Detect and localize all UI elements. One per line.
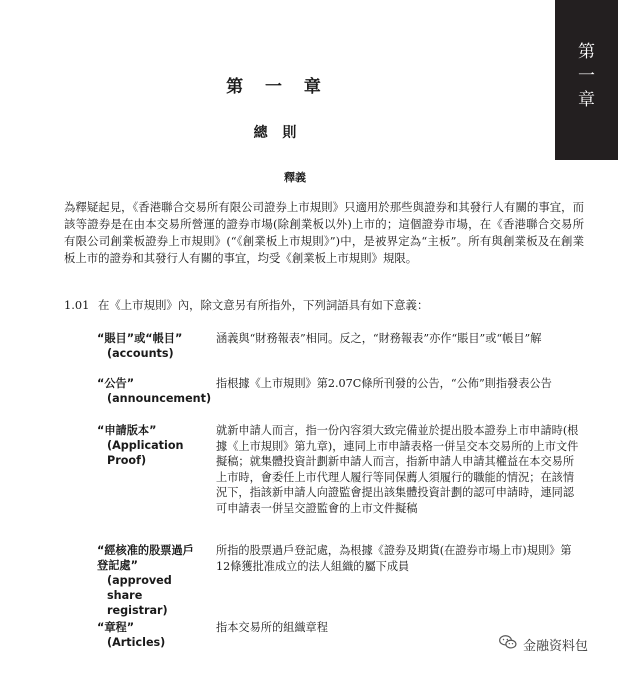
term-english: (announcement) (107, 392, 212, 405)
side-tab-char: 第 (578, 42, 595, 62)
intro-paragraph: 為釋疑起見，《香港聯合交易所有限公司證券上市規則》只適用於那些與證券和其發行人有關的事宜，而該等證券是在由本交易所營運的證券市場(除創業板以外)上市的；這個證券市場，在《香港聯合交易所有限公司創業板證券上市規則》(“《創業板上市規則》”)中，是被界定為“主板”。所有與創業板及在創業板上市的證券和其發行人有關的事宜，均受《創業板上市規則》規限。 (64, 200, 584, 265)
term-chinese: “經核准的股票過戶登記處” (97, 544, 194, 572)
clause-1-01 (64, 297, 584, 313)
definition-term (97, 331, 212, 361)
definition-term (97, 423, 212, 468)
chapter-title: 第 一 章 (226, 77, 329, 97)
definition-meaning: 指根據《上市規則》第2.07C條所刊發的公告，“公佈”則指發表公告 (216, 377, 552, 390)
term-english: (Application Proof) (107, 439, 184, 467)
definition-meaning: 指本交易所的組織章程 (216, 621, 328, 634)
term-english: (approved share registrar) (107, 574, 172, 617)
term-chinese: “章程” (97, 621, 135, 634)
term-chinese: “公告” (97, 377, 135, 390)
term-english: (accounts) (107, 347, 174, 360)
definition-meaning: 涵義與“財務報表”相同。反之，“財務報表”亦作“賬目”或“帳目”解 (216, 332, 542, 345)
clause-number: 1.01 (64, 298, 90, 312)
term-chinese: “賬目”或“帳目” (97, 332, 183, 345)
side-tab-char: 一 (578, 66, 595, 86)
definition-term (97, 543, 197, 618)
chapter-side-tab (555, 0, 618, 160)
clause-text: 在《上市規則》內，除文意另有所指外，下列詞語具有如下意義： (98, 298, 429, 312)
watermark (498, 632, 588, 656)
side-tab-char: 章 (578, 90, 595, 110)
watermark-text: 金融资料包 (523, 638, 589, 654)
term-chinese: “申請版本” (97, 424, 157, 437)
definition-term (97, 376, 212, 406)
term-english: (Articles) (107, 636, 166, 649)
chapter-subtitle: 總 則 (253, 125, 302, 141)
section-heading: 釋義 (284, 171, 306, 184)
definition-meaning: 所指的股票過戶登記處，為根據《證券及期貨(在證券市場上市)規則》第12條獲批准成立的法人組織的屬下成員 (216, 544, 572, 573)
wechat-icon (498, 632, 518, 656)
definition-term (97, 620, 212, 650)
definition-meaning: 就新申請人而言，指一份內容須大致完備並於提出股本證券上市申請時(根據《上市規則》第九章)，連同上市申請表格一併呈交本交易所的上市文件擬稿；就集體投資計劃新申請人而言，指新申請人申請其權益在本交易所上市時，會委任上市代理人履行等同保薦人須履行的職能的情況；在該情況下，指該新申請人向證監會提出該集體投資計劃的認可申請時，連同認可申請表一併呈交證監會的上市文件擬稿 (216, 424, 579, 515)
